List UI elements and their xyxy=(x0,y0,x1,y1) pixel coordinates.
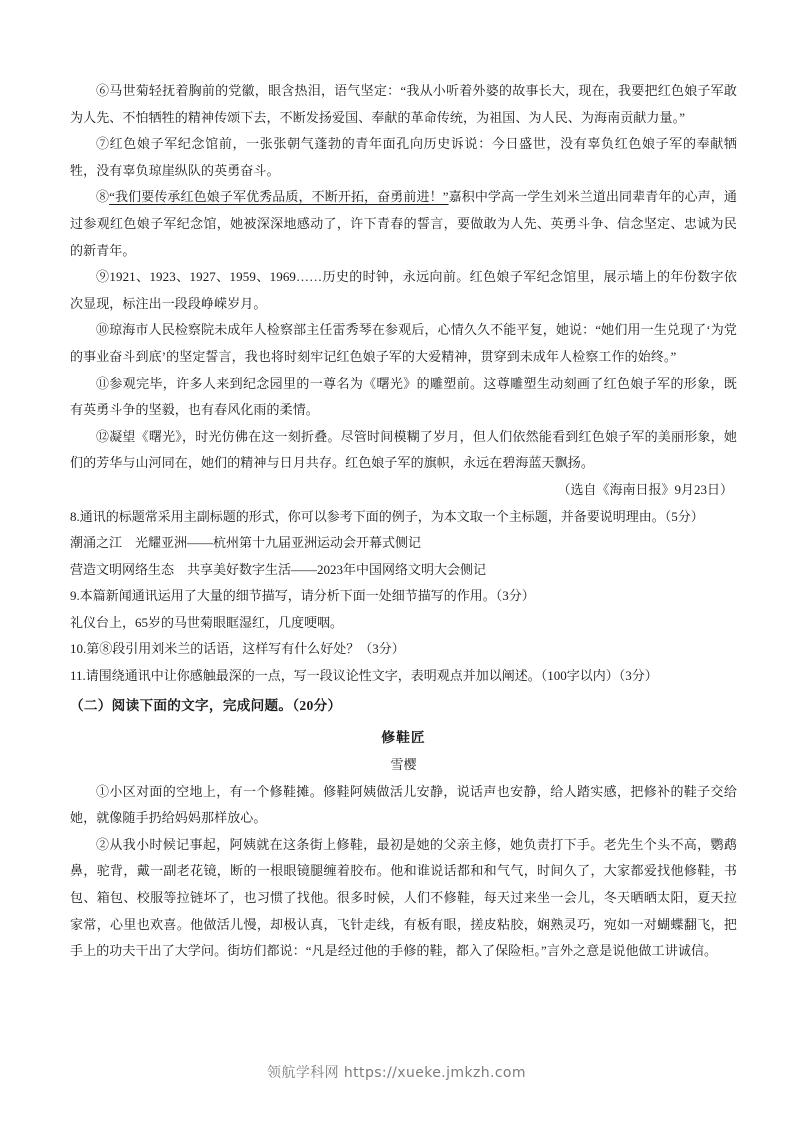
question-9: 9.本篇新闻通讯运用了大量的细节描写，请分析下面一处细节描写的作用。（3分） xyxy=(70,588,535,604)
article-source-attribution: （选自《海南日报》9月23日） xyxy=(557,481,733,497)
article-paragraph-12: ⑫凝望《曙光》，时光仿佛在这一刻折叠。尽管时间模糊了岁月，但人们依然能看到红色娘子军的美丽形象，她们的芳华与山河同在，她们的精神与日月共存。红色娘子军的旗帜，永远在碧海蓝天飘扬。 xyxy=(70,428,737,471)
question-8: 8.通讯的标题常采用主副标题的形式，你可以参考下面的例子，为本文取一个主标题，并备要说明理由。（5分） xyxy=(70,508,704,524)
essay-title: 修鞋匠 xyxy=(381,729,426,745)
paragraph-8-marker: ⑧ xyxy=(96,189,110,205)
essay-paragraph-2: ②从我小时候记事起，阿姨就在这条街上修鞋，最初是她的父亲主修，她负责打下手。老先生个头不高，鹦鹉鼻，驼背，戴一副老花镜，断的一根眼镜腿缠着胶布。他和谁说话都和和气气，时间久了，大家都爱找他修鞋，书包、箱包、校服等拉链坏了，也习惯了找他。很多时候，人们不修鞋，每天过来坐一会儿，冬天晒晒太阳，夏天拉家常，心里也欢喜。他做活儿慢，却极认真，飞针走线，有板有眼，搓皮粘胶，娴熟灵巧，宛如一对蝴蝶翻飞，把手上的功夫干出了大学问。街坊们都说：“凡是经过他的手修的鞋，都入了保险柜。”言外之意是说他做工讲诚信。 xyxy=(70,836,737,959)
essay-author: 雪樱 xyxy=(390,756,417,772)
paragraph-8-rest: 嘉积中学高一学生刘米兰道出同辈青年的心声，通过参观红色娘子军纪念馆，她被深深地感动了，许下青春的誓言，要做敢为人先、英勇斗争、信念坚定、忠诚为民的新青年。 xyxy=(70,189,737,258)
footer-watermark: 领航学科网 https://xueke.jmkzh.com xyxy=(267,1065,526,1081)
article-paragraph-7: ⑦红色娘子军纪念馆前，一张张朝气蓬勃的青年面孔向历史诉说：今日盛世，没有辜负红色娘子军的奉献牺牲，没有辜负琼崖纵队的英勇奋斗。 xyxy=(70,136,737,178)
article-paragraph-6: ⑥马世菊轻抚着胸前的党徽，眼含热泪，语气坚定：“我从小听着外婆的故事长大，现在，我要把红色娘子军敢为人先、不怕牺牲的精神传颂下去，不断发扬爱国、奉献的革命传统，为祖国、为人民、为海南贡献力量。” xyxy=(70,83,737,125)
question-9-detail-excerpt: 礼仪台上，65岁的马世菊眼眶湿红，几度哽咽。 xyxy=(70,614,344,630)
article-paragraph-8 xyxy=(70,184,737,264)
section-two-heading: （二）阅读下面的文字，完成问题。（20分） xyxy=(70,697,342,713)
question-8-example-2: 营造文明网络生态 共享美好数字生活——2023年中国网络文明大会侧记 xyxy=(70,561,487,577)
question-8-example-1: 潮涌之江 光耀亚洲——杭州第十九届亚洲运动会开幕式侧记 xyxy=(70,535,422,551)
essay-paragraph-1: ①小区对面的空地上，有一个修鞋摊。修鞋阿姨做活儿安静，说话声也安静，给人踏实感，把修补的鞋子交给她，就像随手扔给妈妈那样放心。 xyxy=(70,783,737,826)
question-10: 10.第⑧段引用刘米兰的话语，这样写有什么好处？（3分） xyxy=(70,641,405,657)
article-paragraph-9: ⑨1921、1923、1927、1959、1969……历史的时钟，永远向前。红色娘子军纪念馆里，展示墙上的年份数字依次显现，标注出一段段峥嵘岁月。 xyxy=(70,269,737,311)
article-paragraph-10: ⑩琼海市人民检察院未成年人检察部主任雷秀琴在参观后，心情久久不能平复，她说：“她们用一生兑现了‘为党的事业奋斗到底’的坚定誓言，我也将时刻牢记红色娘子军的大爱精神，贯穿到未成年人检察工作的始终。” xyxy=(70,322,737,364)
question-11: 11.请围绕通讯中让你感触最深的一点，写一段议论性文字，表明观点并加以阐述。（100字以内）（3分） xyxy=(70,668,658,684)
article-paragraph-11: ⑪参观完毕，许多人来到纪念园里的一尊名为《曙光》的雕塑前。这尊雕塑生动刻画了红色娘子军的形象，既有英勇斗争的坚毅，也有春风化雨的柔情。 xyxy=(70,375,737,418)
paragraph-8-underlined-quote: “我们要传承红色娘子军优秀品质，不断开拓，奋勇前进！” xyxy=(109,189,449,205)
